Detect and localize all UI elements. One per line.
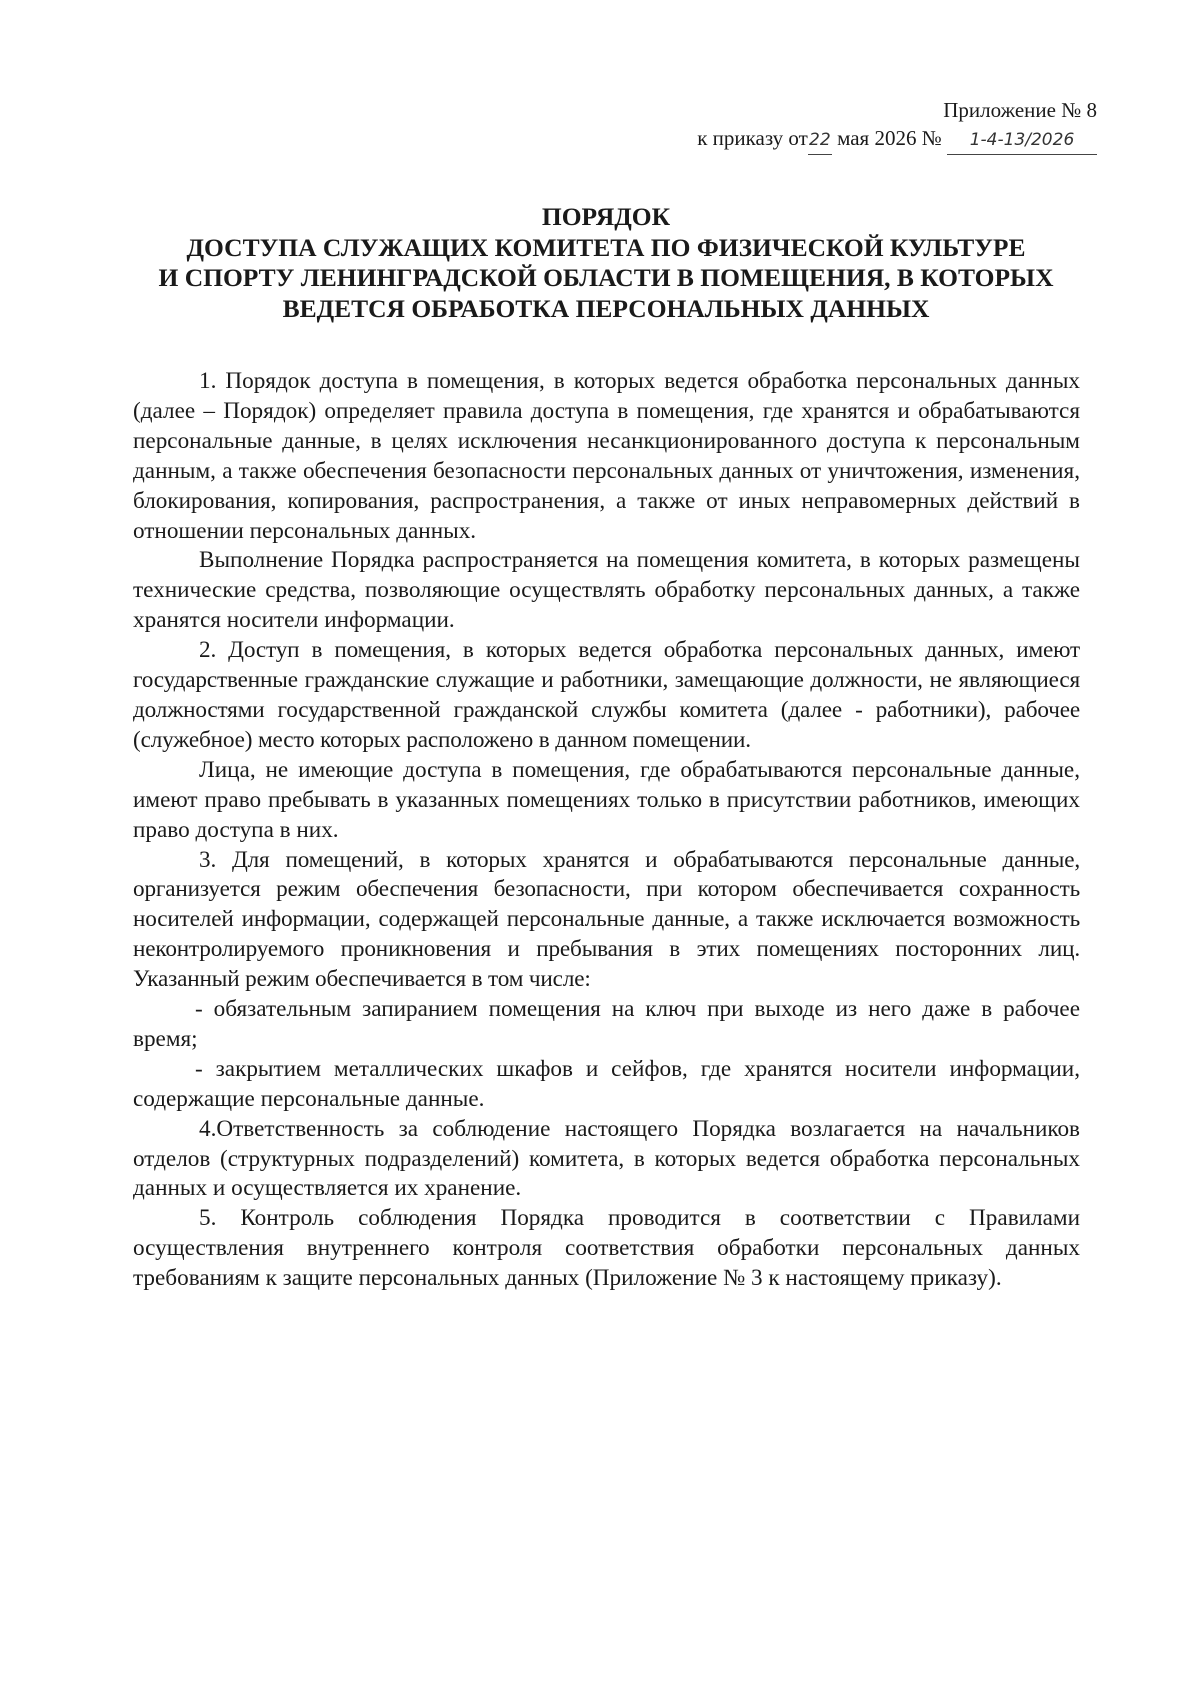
paragraph-5: 3. Для помещений, в которых хранятся и обрабатываются персональные данные, организуется режим обеспечения безопасности, при котором обеспечивается сохранность носителей информации, содержащей персональные данные, а также исключается возможность неконтролируемого проникновения и пребывания в этих помещениях посторонних лиц. Указанный режим обеспечивается в том числе:	[133, 846, 1080, 993]
paragraph-control: 5. Контроль соблюдения Порядка проводится в соответствии с Правилами осуществления внутреннего контроля соответствия обработки персональных данных требованиям к защите персональных данных (Приложение № 3 к настоящему приказу).	[133, 1205, 1080, 1292]
order-day-handwritten: 22	[808, 126, 832, 155]
order-prefix: к приказу от	[697, 126, 808, 150]
list-item-cabinets: - закрытием металлических шкафов и сейфов, где хранятся носители информации, содержащие персональные данные.	[133, 1055, 1080, 1112]
document-body	[133, 367, 1080, 1294]
title-line-4: ВЕДЕТСЯ ОБРАБОТКА ПЕРСОНАЛЬНЫХ ДАННЫХ	[282, 293, 930, 323]
paragraph-1: 1. Порядок доступа в помещения, в которых ведется обработка персональных данных (далее – Порядок) определяет правила доступа в помещения, где хранятся и обрабатываются персональные данные, в целях исключения несанкционированного доступа к персональным данным, а также обеспечения безопасности персональных данных от уничтожения, изменения, блокирования, копирования, распространения, а также от иных неправомерных действий в отношении персональных данных.	[133, 368, 1080, 544]
appendix-label: Приложение № 8	[943, 98, 1097, 122]
paragraph-2: Выполнение Порядка распространяется на помещения комитета, в которых размещены технические средства, позволяющие осуществлять обработку персональных данных, а также хранятся носители информации.	[133, 547, 1080, 634]
paragraph-4: Лица, не имеющие доступа в помещения, где обрабатываются персональные данные, имеют право пребывать в указанных помещениях только в присутствии работников, имеющих право доступа в них.	[133, 756, 1080, 843]
title-line-2: ДОСТУПА СЛУЖАЩИХ КОМИТЕТА ПО ФИЗИЧЕСКОЙ КУЛЬТУРЕ	[186, 232, 1026, 262]
list-item-locking: - обязательным запиранием помещения на ключ при выходе из него даже в рабочее время;	[133, 996, 1080, 1052]
title-line-3: И СПОРТУ ЛЕНИНГРАДСКОЙ ОБЛАСТИ В ПОМЕЩЕНИЯ, В КОТОРЫХ	[158, 263, 1054, 292]
paragraph-responsibility: 4.Ответственность за соблюдение настоящего Порядка возлагается на начальников отделов (структурных подразделений) комитета, в которых ведется обработка персональных данных и осуществляется их хранение.	[133, 1115, 1080, 1202]
order-reference	[697, 124, 1097, 155]
document-title	[130, 202, 1082, 324]
appendix-header	[697, 96, 1097, 155]
paragraph-3: 2. Доступ в помещения, в которых ведется обработка персональных данных, имеют государственные гражданские служащие и работники, замещающие должности, не являющиеся должностями государственной гражданской службы комитета (далее - работники), рабочее (служебное) место которых расположено в данном помещении.	[133, 637, 1080, 753]
title-line-1: ПОРЯДОК	[541, 202, 671, 231]
order-month-year: мая 2026 №	[837, 126, 942, 150]
order-number-handwritten: 1-4-13/2026	[947, 126, 1097, 155]
